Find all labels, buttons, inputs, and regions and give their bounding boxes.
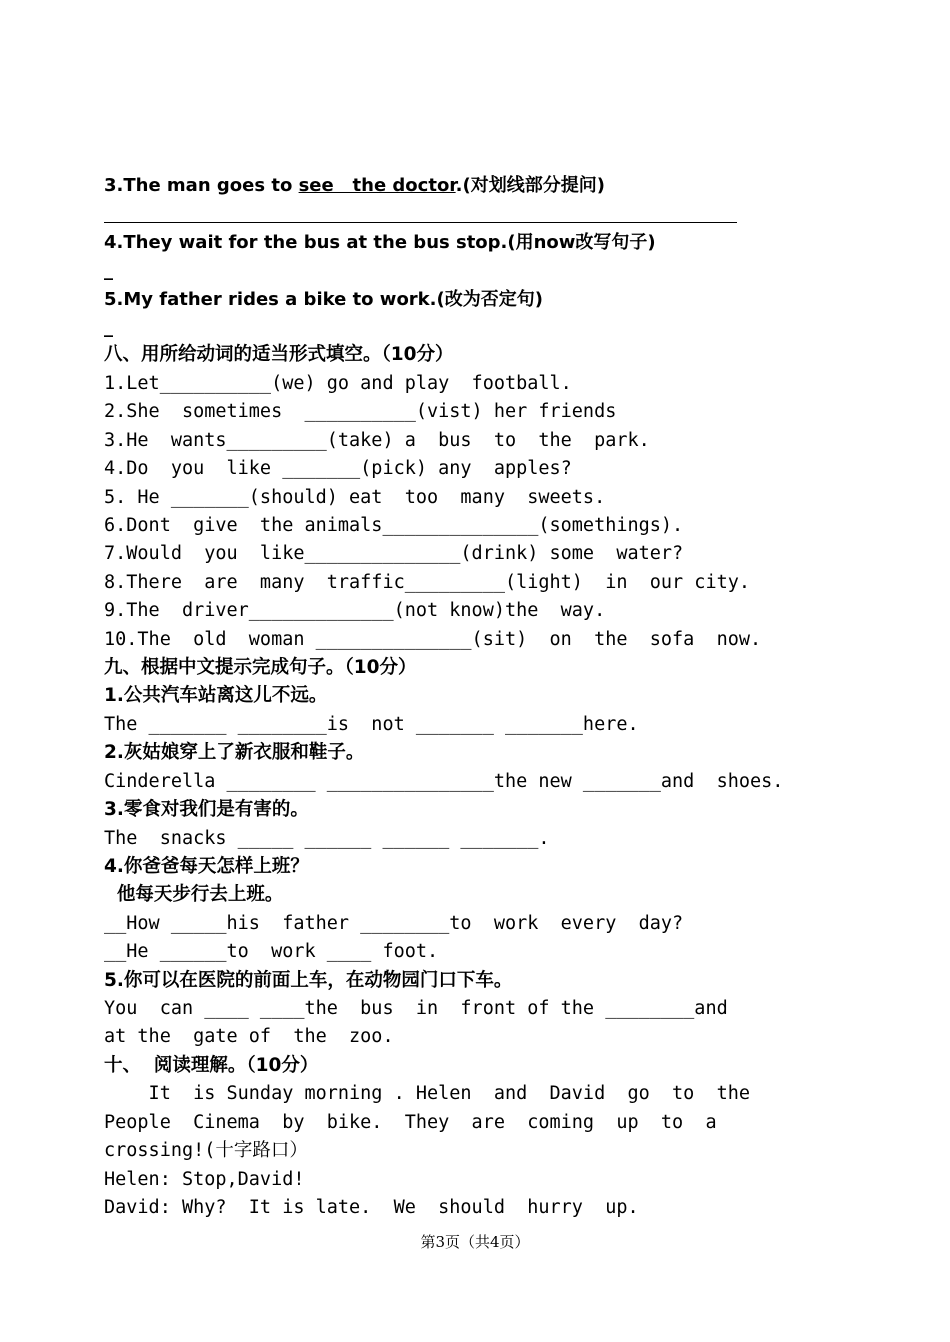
- translate-4-chinese: 4.你爸爸每天怎样上班？: [104, 856, 309, 877]
- question-7-3: [104, 173, 605, 199]
- answer-blank-7-5: _: [104, 317, 113, 338]
- fill-item-1: 1.Let__________(we) go and play football.: [104, 373, 572, 394]
- fill-item-7: 7.Would you like______________(drink) some water?: [104, 543, 684, 564]
- reading-line-3: crossing!(十字路口）: [104, 1140, 308, 1161]
- translate-4-chinese-answer: 他每天步行去上班。: [104, 884, 284, 905]
- translate-5-chinese: 5.你可以在医院的前面上车，在动物园门口下车。: [104, 970, 513, 991]
- fill-item-2: 2.She sometimes __________(vist) her friends: [104, 401, 617, 422]
- reading-line-2: People Cinema by bike. They are coming up to a: [104, 1112, 717, 1133]
- translate-5-english-line2: at the gate of the zoo.: [104, 1026, 394, 1047]
- answer-blank-7-4: _: [104, 260, 113, 281]
- translate-1-chinese: 1.公共汽车站离这儿不远。: [104, 685, 328, 706]
- translate-4-english-question: __How _____his father ________to work every day?: [104, 913, 684, 934]
- section-8-heading: 八、用所给动词的适当形式填空。（10分）: [104, 344, 454, 365]
- translate-4-english-answer: __He ______to work ____ foot.: [104, 941, 439, 962]
- translate-2-english: Cinderella ________ _______________the new _______and shoes.: [104, 771, 784, 792]
- reading-line-4: Helen: Stop,David!: [104, 1169, 305, 1190]
- question-7-5: 5.My father rides a bike to work.(改为否定句): [104, 289, 543, 310]
- reading-line-5: David: Why? It is late. We should hurry up.: [104, 1197, 639, 1218]
- fill-item-8: 8.There are many traffic_________(light) in our city.: [104, 572, 751, 593]
- fill-item-4: 4.Do you like _______(pick) any apples?: [104, 458, 572, 479]
- translate-5-english-line1: You can ____ ____the bus in front of the ________and: [104, 998, 728, 1019]
- question-7-3-underlined: see the doctor: [298, 175, 456, 196]
- fill-item-9: 9.The driver_____________(not know)the way.: [104, 600, 606, 621]
- translate-2-chinese: 2.灰姑娘穿上了新衣服和鞋子。: [104, 742, 365, 763]
- question-7-4: 4.They wait for the bus at the bus stop.(用now改写句子): [104, 232, 656, 253]
- page-footer: 第3页（共4页）: [420, 1233, 530, 1251]
- fill-item-6: 6.Dont give the animals______________(somethings).: [104, 515, 684, 536]
- question-7-3-suffix: .(对划线部分提问): [455, 175, 605, 196]
- translate-3-english: The snacks _____ ______ ______ _______.: [104, 828, 550, 849]
- fill-item-3: 3.He wants_________(take) a bus to the park.: [104, 430, 650, 451]
- answer-line-7-3: [104, 222, 737, 223]
- question-7-3-prefix: 3.The man goes to: [104, 175, 299, 196]
- section-9-heading: 九、根据中文提示完成句子。（10分）: [104, 657, 417, 678]
- translate-3-chinese: 3.零食对我们是有害的。: [104, 799, 309, 820]
- section-10-heading: 十、 阅读理解。（10分）: [104, 1055, 319, 1076]
- reading-line-1: It is Sunday morning . Helen and David go to the: [104, 1083, 751, 1104]
- fill-item-5: 5. He _______(should) eat too many sweets.: [104, 487, 606, 508]
- fill-item-10: 10.The old woman ______________(sit) on the sofa now.: [104, 629, 762, 650]
- translate-1-english: The _______ ________is not _______ _______here.: [104, 714, 639, 735]
